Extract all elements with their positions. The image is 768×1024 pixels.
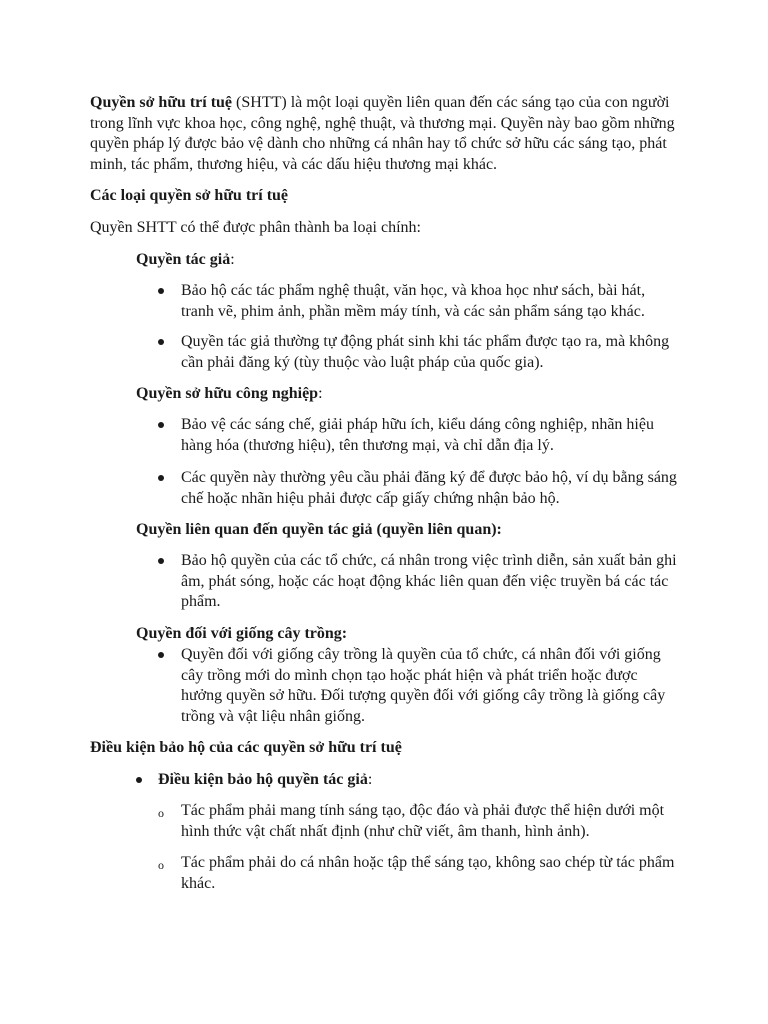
section-title-copyright: [136, 250, 696, 271]
section-title-text: Quyền tác giả: [136, 251, 231, 268]
list-item: Bảo hộ các tác phẩm nghệ thuật, văn học, và khoa học như sách, bài hát, tranh vẽ, phim ảnh, phần mềm máy tính, và các sản phẩm sáng tạo khác.: [181, 282, 646, 320]
list-item: Tác phẩm phải do cá nhân hoặc tập thể sáng tạo, không sao chép từ tác phẩm khác.: [181, 854, 675, 892]
bullet-icon: [158, 558, 166, 566]
bullet-icon: [158, 288, 166, 296]
list-item: Bảo vệ các sáng chế, giải pháp hữu ích, kiểu dáng công nghiệp, nhãn hiệu hàng hóa (thương hiệu), tên thương mại, và chỉ dẫn địa lý.: [181, 416, 654, 454]
section-title-text: Quyền liên quan đến quyền tác giả (quyền liên quan):: [136, 521, 502, 538]
bullet-icon: [158, 422, 166, 430]
conditions-heading: [90, 738, 680, 759]
section-title-suffix: :: [318, 385, 323, 402]
conditions-heading-text: Điều kiện bảo hộ của các quyền sở hữu trí tuệ: [90, 739, 402, 756]
section-title-text: Quyền đối với giống cây trồng:: [136, 625, 348, 642]
bullet-icon: [158, 652, 166, 660]
list-item: Các quyền này thường yêu cầu phải đăng ký để được bảo hộ, ví dụ bằng sáng chế hoặc nhãn hiệu phải được cấp giấy chứng nhận bảo hộ.: [181, 469, 677, 507]
bullet-icon: [158, 339, 166, 347]
list-item: Quyền tác giả thường tự động phát sinh khi tác phẩm được tạo ra, mà không cần phải đăng ký (tùy thuộc vào luật pháp của quốc gia).: [181, 333, 670, 371]
section-title-industrial-property: [136, 384, 696, 405]
conditions-title: [158, 770, 698, 791]
intro-term: Quyền sở hữu trí tuệ: [90, 94, 233, 111]
list-item: Tác phẩm phải mang tính sáng tạo, độc đáo và phải được thể hiện dưới một hình thức vật chất nhất định (như chữ viết, âm thanh, hình ảnh).: [181, 802, 665, 840]
section-title-related-rights: [136, 520, 696, 541]
bullet-icon: [136, 777, 144, 785]
circle-bullet-icon: o: [158, 806, 164, 820]
circle-bullet-icon: o: [158, 858, 164, 872]
intro-paragraph: [90, 93, 680, 175]
types-heading-text: Các loại quyền sở hữu trí tuệ: [90, 187, 289, 204]
section-title-text: Quyền sở hữu công nghiệp: [136, 385, 319, 402]
list-item: Bảo hộ quyền của các tổ chức, cá nhân trong việc trình diễn, sản xuất bản ghi âm, phát sóng, hoặc các hoạt động khác liên quan đến việc truyền bá các tác phẩm.: [181, 552, 677, 610]
intro-text: (SHTT) là một loại quyền liên quan đến các sáng tạo của con người trong lĩnh vực khoa học, công nghệ, nghệ thuật, và thương mại. Quyền này bao gồm những quyền pháp lý được bảo vệ dành cho những cá nhân hay tổ chức sở hữu các sáng tạo, phát minh, tác phẩm, thương hiệu, và các dấu hiệu thương mại khác.: [90, 94, 675, 173]
section-title-plant-variety: [136, 624, 696, 645]
section-title-suffix: :: [230, 251, 235, 268]
conditions-title-text: Điều kiện bảo hộ quyền tác giả: [158, 771, 368, 788]
bullet-icon: [158, 475, 166, 483]
types-heading: [90, 186, 680, 207]
conditions-title-suffix: :: [367, 771, 373, 788]
list-item: Quyền đối với giống cây trồng là quyền của tổ chức, cá nhân đối với giống cây trồng mới do mình chọn tạo hoặc phát hiện và phát triển hoặc được hưởng quyền sở hữu. Đối tượng quyền đối với giống cây trồng là giống cây trồng và vật liệu nhân giống.: [181, 646, 666, 725]
types-intro: Quyền SHTT có thể được phân thành ba loại chính:: [90, 219, 421, 236]
